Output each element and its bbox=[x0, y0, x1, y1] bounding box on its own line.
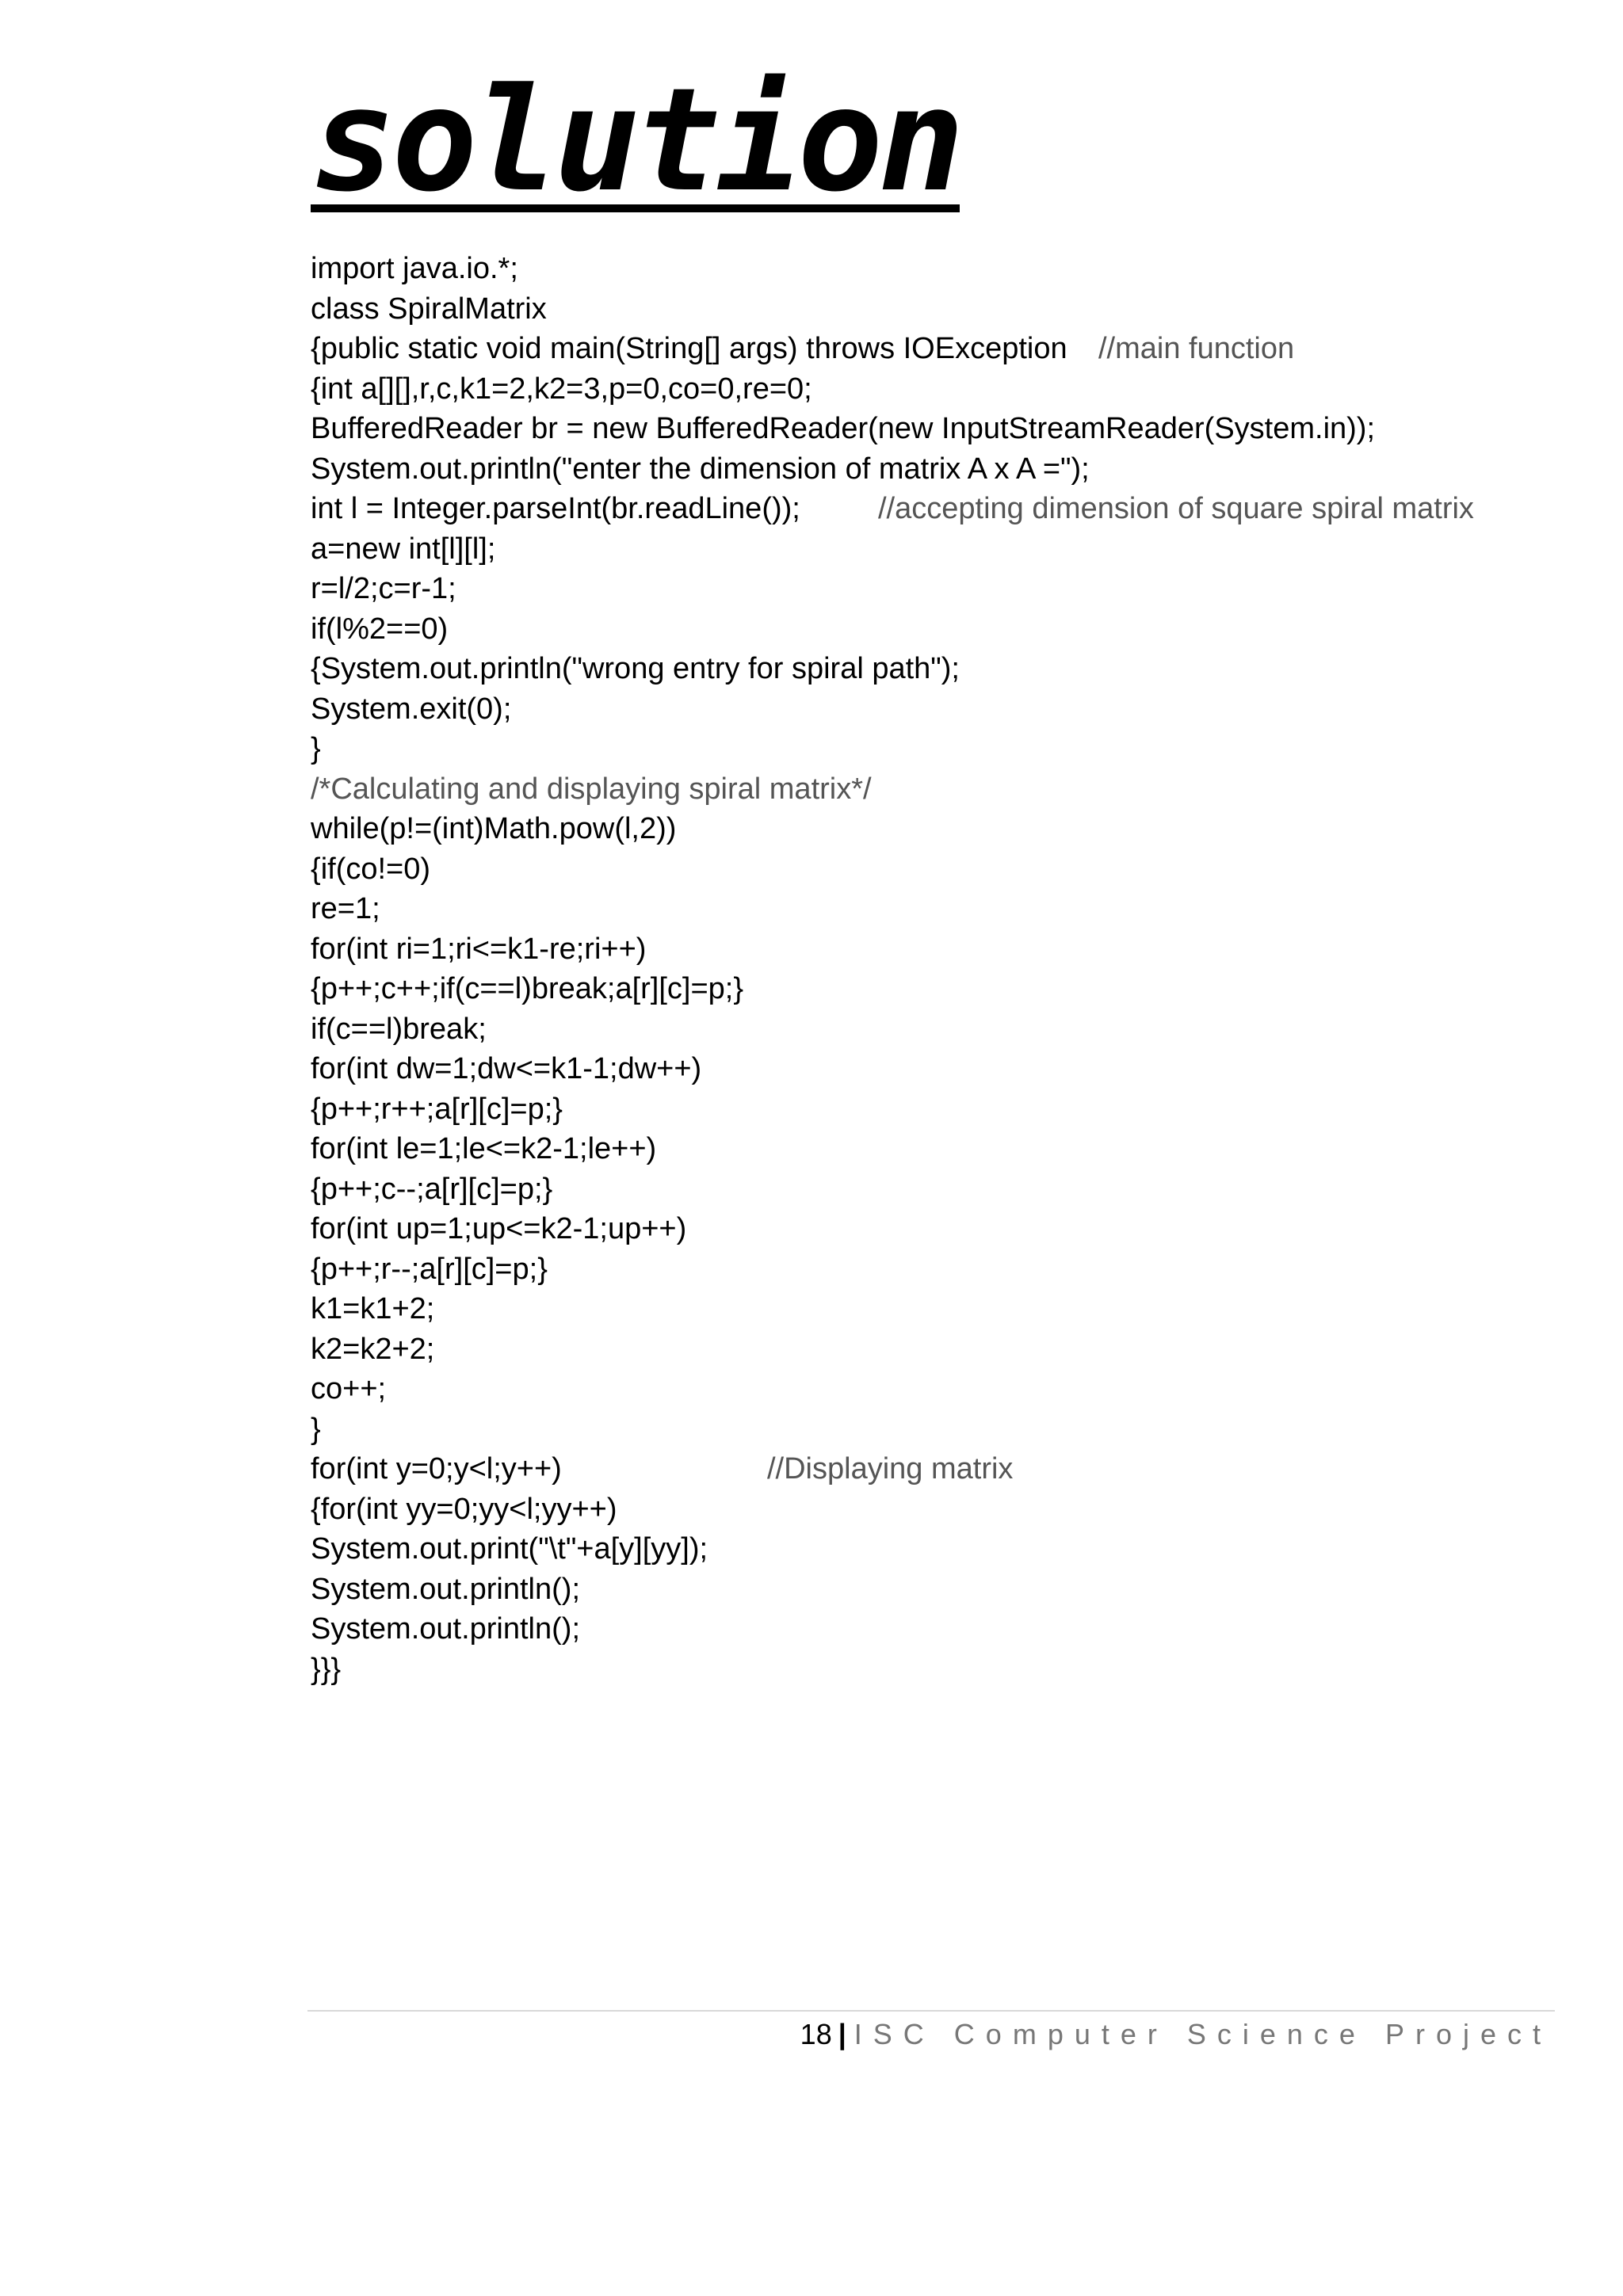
code-statement: }}} bbox=[311, 1652, 342, 1686]
code-statement: System.exit(0); bbox=[311, 692, 512, 726]
code-comment: //main function bbox=[1098, 332, 1295, 365]
code-statement: System.out.println(); bbox=[311, 1612, 580, 1646]
code-statement: re=1; bbox=[311, 892, 380, 925]
footer-title: ISC Computer Science Project bbox=[854, 2018, 1552, 2050]
code-line bbox=[311, 489, 1594, 529]
code-statement: import java.io.*; bbox=[311, 252, 518, 285]
code-comment: //accepting dimension of square spiral matrix bbox=[878, 492, 1474, 525]
code-statement: if(l%2==0) bbox=[311, 612, 449, 646]
code-line bbox=[311, 289, 1594, 330]
code-line bbox=[311, 1369, 1594, 1409]
code-statement: {p++;c--;a[r][c]=p;} bbox=[311, 1172, 553, 1206]
footer-divider bbox=[307, 2010, 1555, 2012]
code-line bbox=[311, 569, 1594, 609]
code-statement: for(int dw=1;dw<=k1-1;dw++) bbox=[311, 1052, 702, 1085]
code-statement: {for(int yy=0;yy<l;yy++) bbox=[311, 1492, 617, 1526]
code-line bbox=[311, 1089, 1594, 1130]
code-statement: int l = Integer.parseInt(br.readLine()); bbox=[311, 492, 800, 525]
code-line bbox=[311, 1169, 1594, 1210]
code-comment: //Displaying matrix bbox=[767, 1452, 1014, 1486]
code-statement: k1=k1+2; bbox=[311, 1292, 435, 1325]
code-statement: a=new int[l][l]; bbox=[311, 532, 496, 566]
code-statement: if(c==l)break; bbox=[311, 1012, 487, 1046]
code-line bbox=[311, 689, 1594, 730]
code-statement: {p++;r--;a[r][c]=p;} bbox=[311, 1252, 548, 1286]
code-line bbox=[311, 329, 1594, 369]
footer-separator: | bbox=[838, 2018, 846, 2050]
code-line bbox=[311, 1329, 1594, 1370]
code-statement: {p++;r++;a[r][c]=p;} bbox=[311, 1092, 563, 1126]
code-statement: co++; bbox=[311, 1372, 387, 1405]
code-line bbox=[311, 449, 1594, 490]
code-line bbox=[311, 1289, 1594, 1329]
page-heading: solution bbox=[311, 58, 960, 223]
code-statement: {p++;c++;if(c==l)break;a[r][c]=p;} bbox=[311, 972, 744, 1005]
code-statement: System.out.println(); bbox=[311, 1572, 580, 1606]
code-statement: for(int le=1;le<=k2-1;le++) bbox=[311, 1132, 657, 1165]
code-statement: BufferedReader br = new BufferedReader(new InputStreamReader(System.in)); bbox=[311, 412, 1376, 445]
code-line bbox=[311, 1049, 1594, 1089]
code-line bbox=[311, 1489, 1594, 1530]
code-statement: for(int y=0;y<l;y++) bbox=[311, 1452, 562, 1486]
code-line bbox=[311, 849, 1594, 890]
code-statement: System.out.println("enter the dimension of matrix A x A ="); bbox=[311, 452, 1090, 486]
code-statement: {System.out.println("wrong entry for spiral path"); bbox=[311, 652, 960, 685]
code-statement: r=l/2;c=r-1; bbox=[311, 572, 456, 605]
code-line bbox=[311, 729, 1594, 769]
code-line bbox=[311, 1529, 1594, 1569]
code-statement: } bbox=[311, 1412, 321, 1446]
code-statement: } bbox=[311, 732, 321, 765]
code-statement: for(int ri=1;ri<=k1-re;ri++) bbox=[311, 932, 647, 966]
page-footer bbox=[800, 2017, 1552, 2052]
code-line bbox=[311, 929, 1594, 970]
code-statement: while(p!=(int)Math.pow(l,2)) bbox=[311, 812, 677, 845]
code-line bbox=[311, 1569, 1594, 1610]
code-line bbox=[311, 369, 1594, 410]
code-line bbox=[311, 1409, 1594, 1450]
code-line bbox=[311, 409, 1594, 449]
code-statement: {public static void main(String[] args) throws IOException bbox=[311, 332, 1067, 365]
code-line bbox=[311, 1609, 1594, 1650]
code-line bbox=[311, 769, 1594, 810]
page-number: 18 bbox=[800, 2018, 832, 2050]
code-statement: {if(co!=0) bbox=[311, 852, 431, 886]
code-line bbox=[311, 969, 1594, 1009]
code-line bbox=[311, 1249, 1594, 1290]
code-statement: System.out.print("\t"+a[y][yy]); bbox=[311, 1532, 708, 1566]
code-statement: class SpiralMatrix bbox=[311, 292, 547, 326]
code-statement: /*Calculating and displaying spiral matrix*/ bbox=[311, 772, 872, 806]
code-line bbox=[311, 1209, 1594, 1249]
code-listing bbox=[311, 249, 1594, 1689]
code-line bbox=[311, 1129, 1594, 1169]
code-line bbox=[311, 1009, 1594, 1050]
code-line bbox=[311, 249, 1594, 289]
code-statement: for(int up=1;up<=k2-1;up++) bbox=[311, 1212, 687, 1245]
code-line bbox=[311, 529, 1594, 570]
code-line bbox=[311, 649, 1594, 689]
code-statement: {int a[][],r,c,k1=2,k2=3,p=0,co=0,re=0; bbox=[311, 372, 812, 406]
code-line bbox=[311, 1650, 1594, 1690]
code-statement: k2=k2+2; bbox=[311, 1332, 435, 1366]
code-line bbox=[311, 1449, 1594, 1489]
code-line bbox=[311, 889, 1594, 929]
code-line bbox=[311, 609, 1594, 650]
code-line bbox=[311, 809, 1594, 849]
